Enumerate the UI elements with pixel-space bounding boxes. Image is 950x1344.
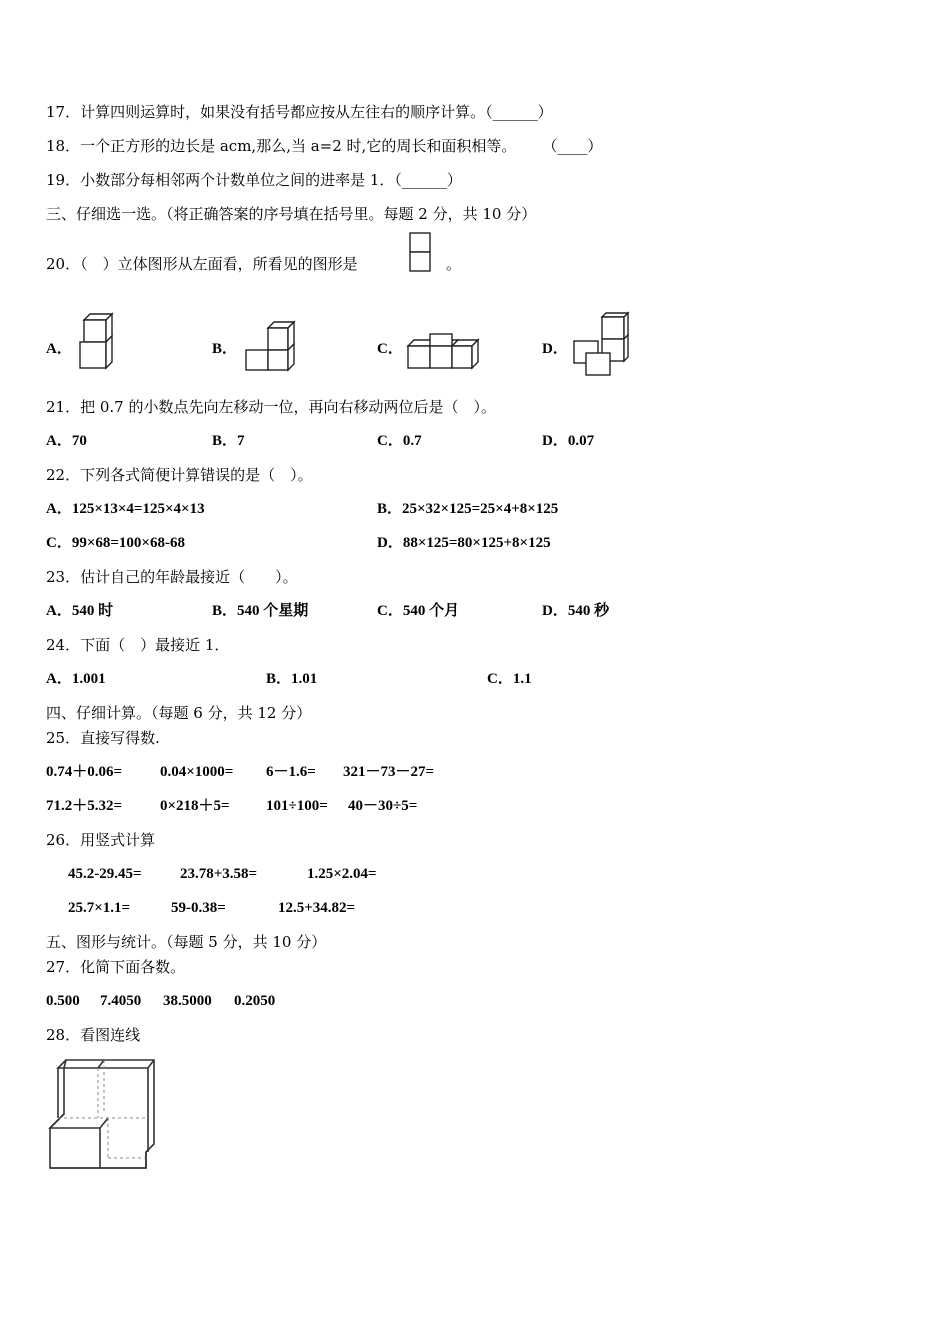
question-28: 28．看图连线 xyxy=(46,1026,141,1044)
q20-option-a-figure xyxy=(78,312,114,370)
question-19: 19．小数部分每相邻两个计数单位之间的进率是 1．（______） xyxy=(46,171,462,189)
section-4-title: 四、仔细计算。（每题 6 分，共 12 分） xyxy=(46,704,312,722)
q25-item: 71.2＋5.32= xyxy=(46,798,123,814)
question-22: 22．下列各式简便计算错误的是（ ）。 xyxy=(46,466,313,484)
q20-option-d[interactable]: D． xyxy=(542,341,568,357)
q24-option-a[interactable]: A．1.001 xyxy=(46,671,106,687)
q26-item: 23.78+3.58= xyxy=(180,866,258,882)
question-20-text: 20．（ ）立体图形从左面看，所看见的图形是 xyxy=(46,255,358,273)
q27-value: 7.4050 xyxy=(100,993,142,1009)
q23-option-d[interactable]: D．540 秒 xyxy=(542,603,610,619)
question-25: 25．直接写得数. xyxy=(46,729,160,747)
q21-option-a[interactable]: A．70 xyxy=(46,433,87,449)
q22-option-a[interactable]: A．125×13×4=125×4×13 xyxy=(46,501,205,517)
q20-option-c-figure xyxy=(406,332,478,372)
question-18 xyxy=(46,136,602,156)
q22-option-c[interactable]: C．99×68=100×68-68 xyxy=(46,535,185,551)
q27-value: 0.500 xyxy=(46,993,80,1009)
question-27: 27．化简下面各数。 xyxy=(46,958,186,976)
question-18-blank: （____） xyxy=(542,137,603,155)
q26-item: 45.2-29.45= xyxy=(68,866,142,882)
q25-item: 0.74＋0.06= xyxy=(46,764,123,780)
q21-option-b[interactable]: B．7 xyxy=(212,433,245,449)
q27-value: 0.2050 xyxy=(234,993,276,1009)
q23-option-a[interactable]: A．540 时 xyxy=(46,603,114,619)
q25-item: 0.04×1000= xyxy=(160,764,234,780)
question-26: 26．用竖式计算 xyxy=(46,831,156,849)
q20-option-a[interactable]: A． xyxy=(46,341,72,357)
q25-item: 6－1.6= xyxy=(266,764,316,780)
q27-value: 38.5000 xyxy=(163,993,212,1009)
q25-item: 0×218＋5= xyxy=(160,798,230,814)
q22-option-b[interactable]: B．25×32×125=25×4+8×125 xyxy=(377,501,559,517)
q20-option-b-figure xyxy=(244,322,294,372)
q20-option-d-figure xyxy=(572,311,630,377)
q26-item: 59-0.38= xyxy=(171,900,226,916)
section-3-title: 三、仔细选一选。（将正确答案的序号填在括号里。每题 2 分，共 10 分） xyxy=(46,205,537,223)
question-21: 21．把 0.7 的小数点先向左移动一位，再向右移动两位后是（ ）。 xyxy=(46,398,496,416)
question-20-tail: 。 xyxy=(446,255,462,273)
q21-option-c[interactable]: C．0.7 xyxy=(377,433,422,449)
question-18-text: 18．一个正方形的边长是 acm,那么,当 a=2 时,它的周长和面积相等。 xyxy=(46,137,517,155)
cube-stack-figure xyxy=(46,1058,158,1174)
q25-item: 40－30÷5= xyxy=(348,798,418,814)
question-24: 24．下面（ ）最接近 1． xyxy=(46,636,230,654)
question-17: 17．计算四则运算时，如果没有括号都应按从左往右的顺序计算。（______） xyxy=(46,103,553,121)
q23-option-b[interactable]: B．540 个星期 xyxy=(212,603,309,619)
q26-item: 25.7×1.1= xyxy=(68,900,131,916)
q25-item: 101÷100= xyxy=(266,798,328,814)
q25-item: 321－73－27= xyxy=(343,764,435,780)
q24-option-c[interactable]: C．1.1 xyxy=(487,671,532,687)
q20-option-b[interactable]: B． xyxy=(212,341,238,357)
q21-option-d[interactable]: D．0.07 xyxy=(542,433,595,449)
section-5-title: 五、图形与统计。（每题 5 分，共 10 分） xyxy=(46,933,327,951)
left-view-figure xyxy=(409,232,431,274)
q26-item: 12.5+34.82= xyxy=(278,900,356,916)
q22-option-d[interactable]: D．88×125=80×125+8×125 xyxy=(377,535,551,551)
q20-option-c[interactable]: C． xyxy=(377,341,403,357)
q23-option-c[interactable]: C．540 个月 xyxy=(377,603,460,619)
q26-item: 1.25×2.04= xyxy=(307,866,377,882)
question-20 xyxy=(46,254,358,274)
q24-option-b[interactable]: B．1.01 xyxy=(266,671,318,687)
question-23: 23．估计自己的年龄最接近（ ）。 xyxy=(46,568,298,586)
